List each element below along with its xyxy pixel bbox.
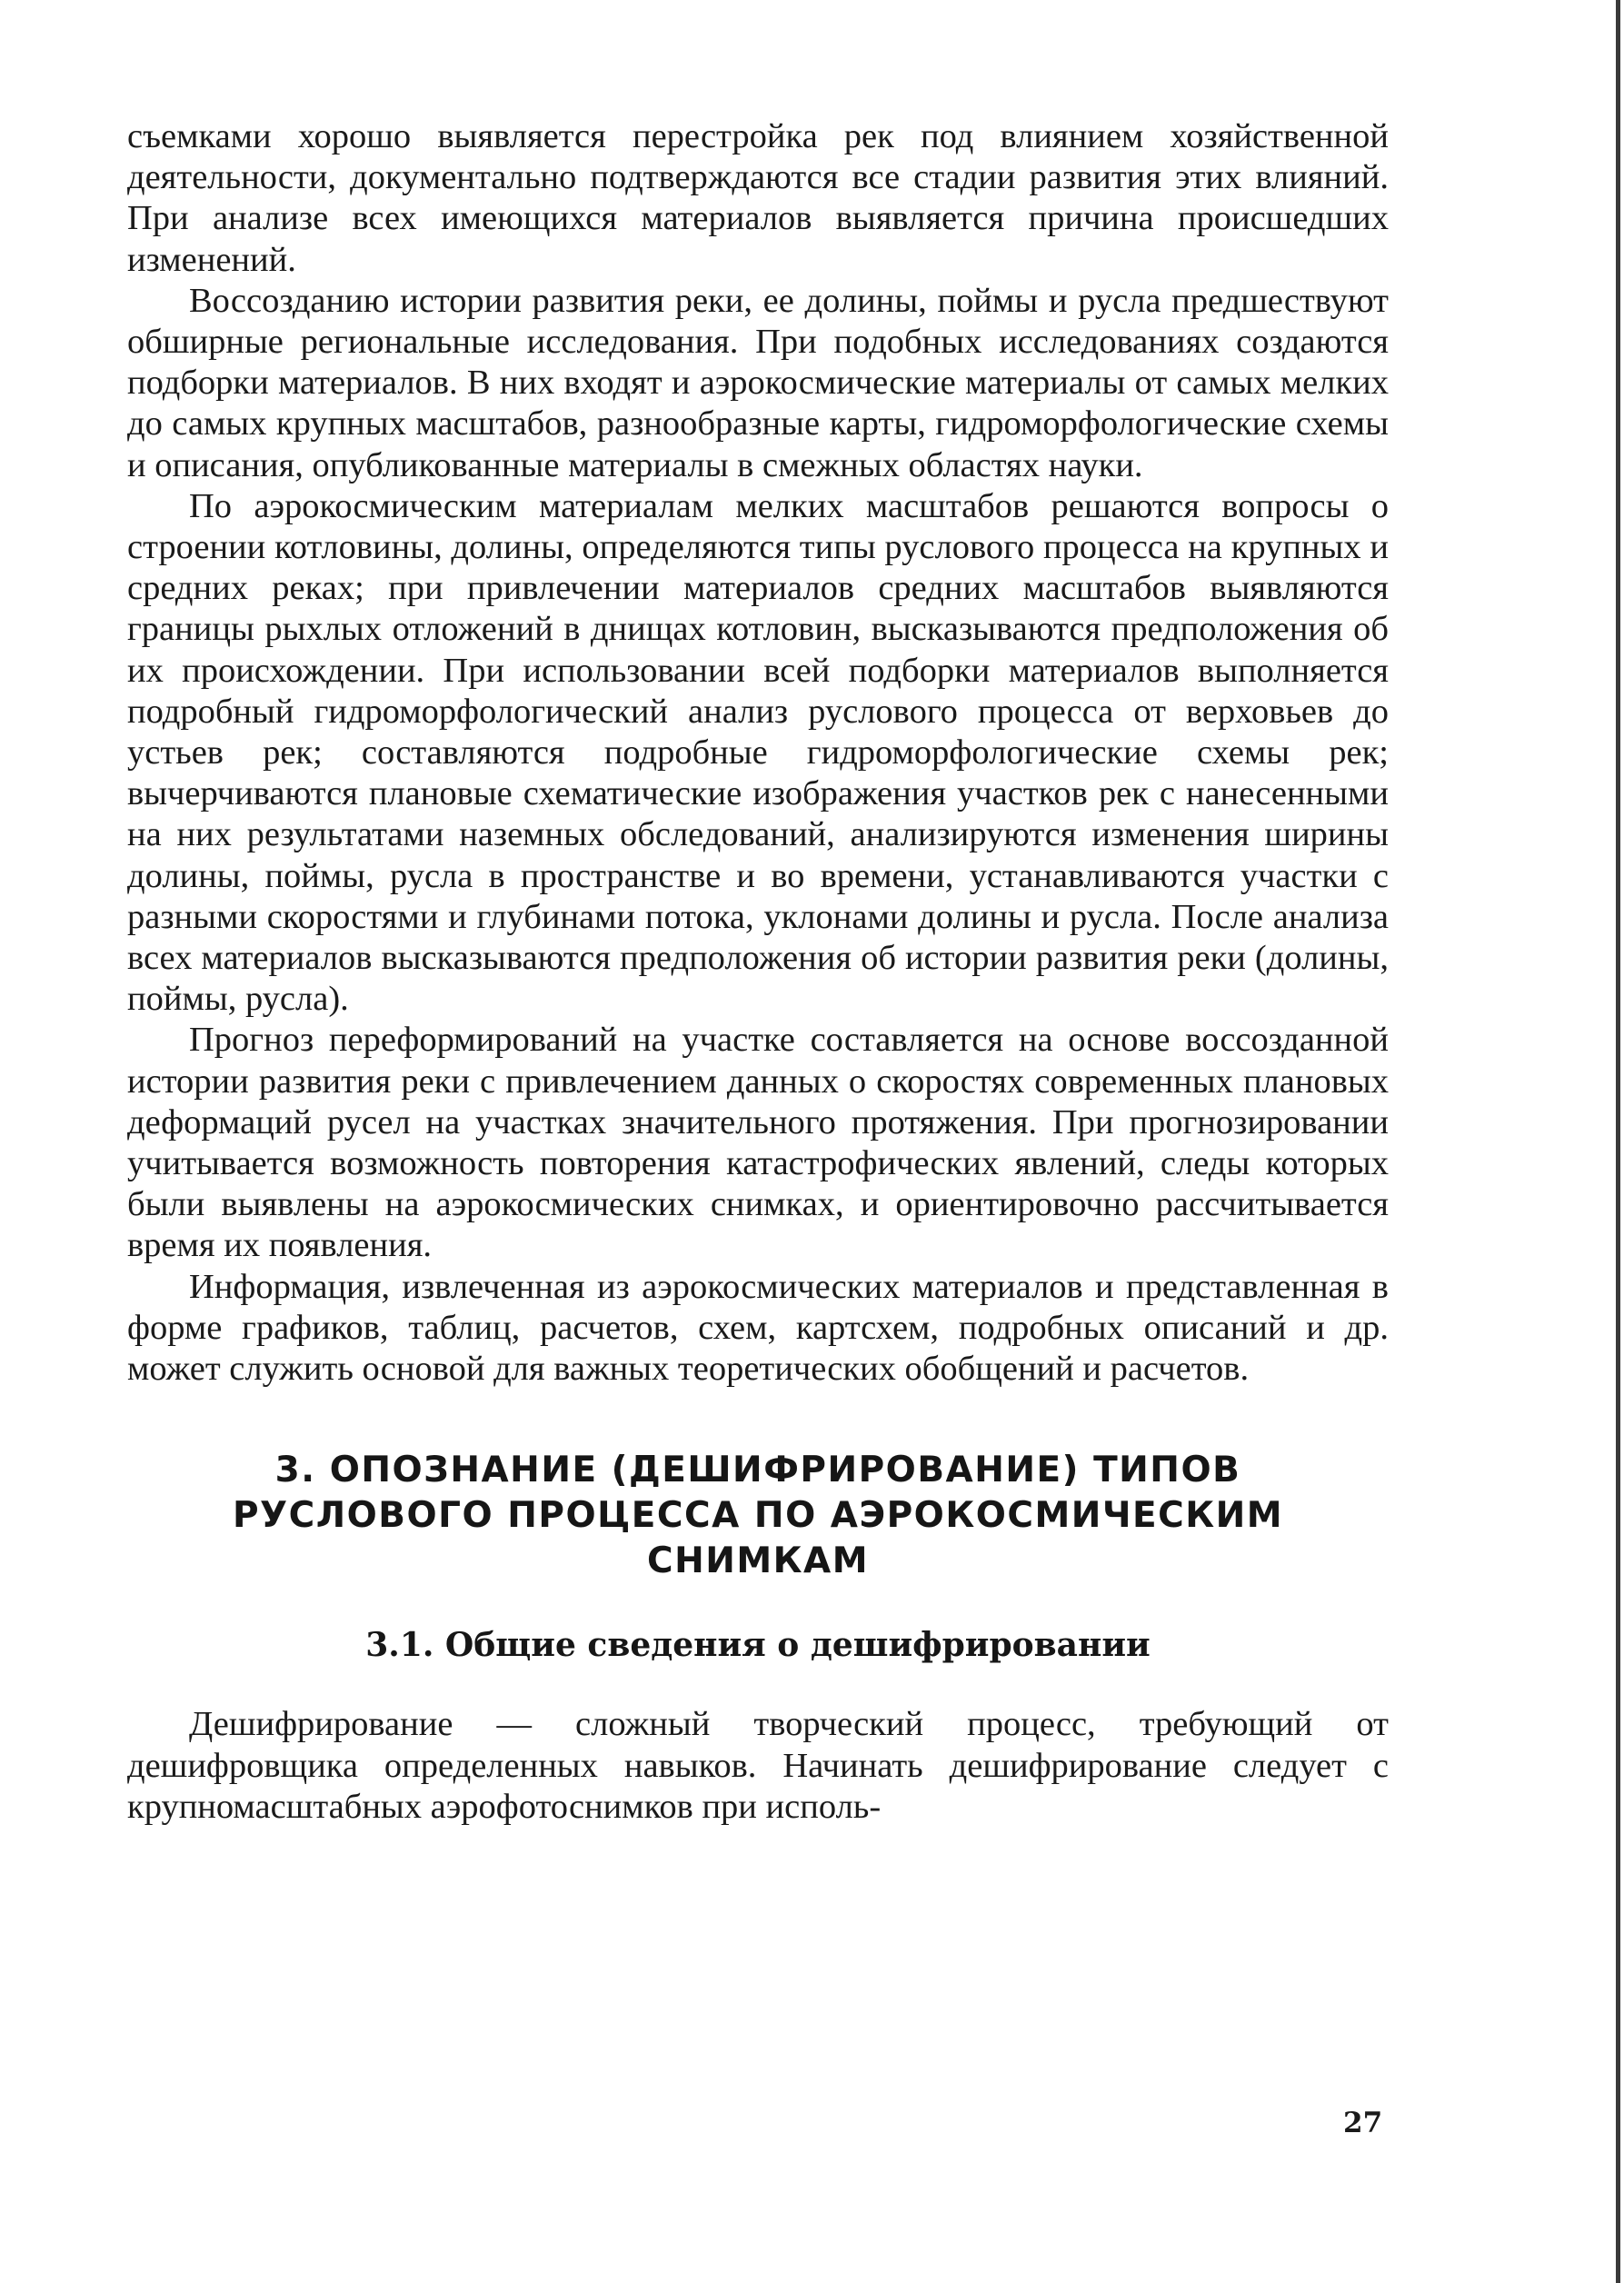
- text-body: [127, 116, 1389, 1828]
- page-number: 27: [1343, 2107, 1383, 2139]
- paragraph-small-scale-materials: По аэрокосмическим материалам мелких масштабов решаются вопросы о строении котловины, долины, определяются типы руслового процесса на крупных и средних реках; при привлечении материалов средних масштабов выявляются границы рыхлых отложений в днищах котловин, высказываются предположения об их происхождении. При использовании всей подборки материалов выполняется подробный гидроморфологический анализ руслового процесса от верховьев до устьев рек; составляются подробные гидроморфологические схемы рек; вычерчиваются плановые схематические изображения участков рек с нанесенными на них результатами наземных обследований, анализируются изменения ширины долины, поймы, русла в пространстве и во времени, устанавливаются участки с разными скоростями и глубинами потока, уклонами долины и русла. После анализа всех материалов высказываются предположения об истории развития реки (долины, поймы, русла).: [127, 486, 1389, 1019]
- section-heading: [127, 1448, 1389, 1584]
- paragraph-continuation: съемками хорошо выявляется перестройка рек под влиянием хозяйственной деятельности, документально подтверждаются все стадии развития этих влияний. При анализе всех имеющихся материалов выявляется причина происшедших изменений.: [127, 117, 1389, 279]
- paragraph-river-history: Воссозданию истории развития реки, ее долины, поймы и русла предшествуют обширные региональные исследования. При подобных исследованиях создаются подборки материалов. В них входят и аэрокосмические материалы от самых мелких до самых крупных масштабов, разнообразные карты, гидроморфологические схемы и описания, опубликованные материалы в смежных областях науки.: [127, 281, 1389, 484]
- paragraph-information: Информация, извлеченная из аэрокосмических материалов и представленная в форме графиков, таблиц, расчетов, схем, картсхем, подробных описаний и др. может служить основой для важных теоретических обобщений и расчетов.: [127, 1267, 1389, 1389]
- section-heading-line: 3. ОПОЗНАНИЕ (ДЕШИФРИРОВАНИЕ) ТИПОВ: [274, 1450, 1241, 1491]
- section-heading-line: РУСЛОВОГО ПРОЦЕССА ПО АЭРОКОСМИЧЕСКИМ: [232, 1495, 1284, 1537]
- paragraph-deciphering-intro: Дешифрирование — сложный творческий процесс, требующий от дешифровщика определенных навыков. Начинать дешифрирование следует с крупномасштабных аэрофотоснимков при исполь-: [127, 1705, 1389, 1826]
- subsection-heading: 3.1. Общие сведения о дешифрировании: [365, 1626, 1151, 1665]
- scan-edge-line: [1616, 0, 1620, 2283]
- paragraph-forecast: Прогноз переформирований на участке составляется на основе воссозданной истории развития реки с привлечением данных о скоростях современных плановых деформаций русел на участках значительного протяжения. При прогнозировании учитывается возможность повторения катастрофических явлений, следы которых были выявлены на аэрокосмических снимках, и ориентировочно рассчитывается время их появления.: [127, 1021, 1389, 1265]
- section-heading-line: СНИМКАМ: [646, 1540, 870, 1582]
